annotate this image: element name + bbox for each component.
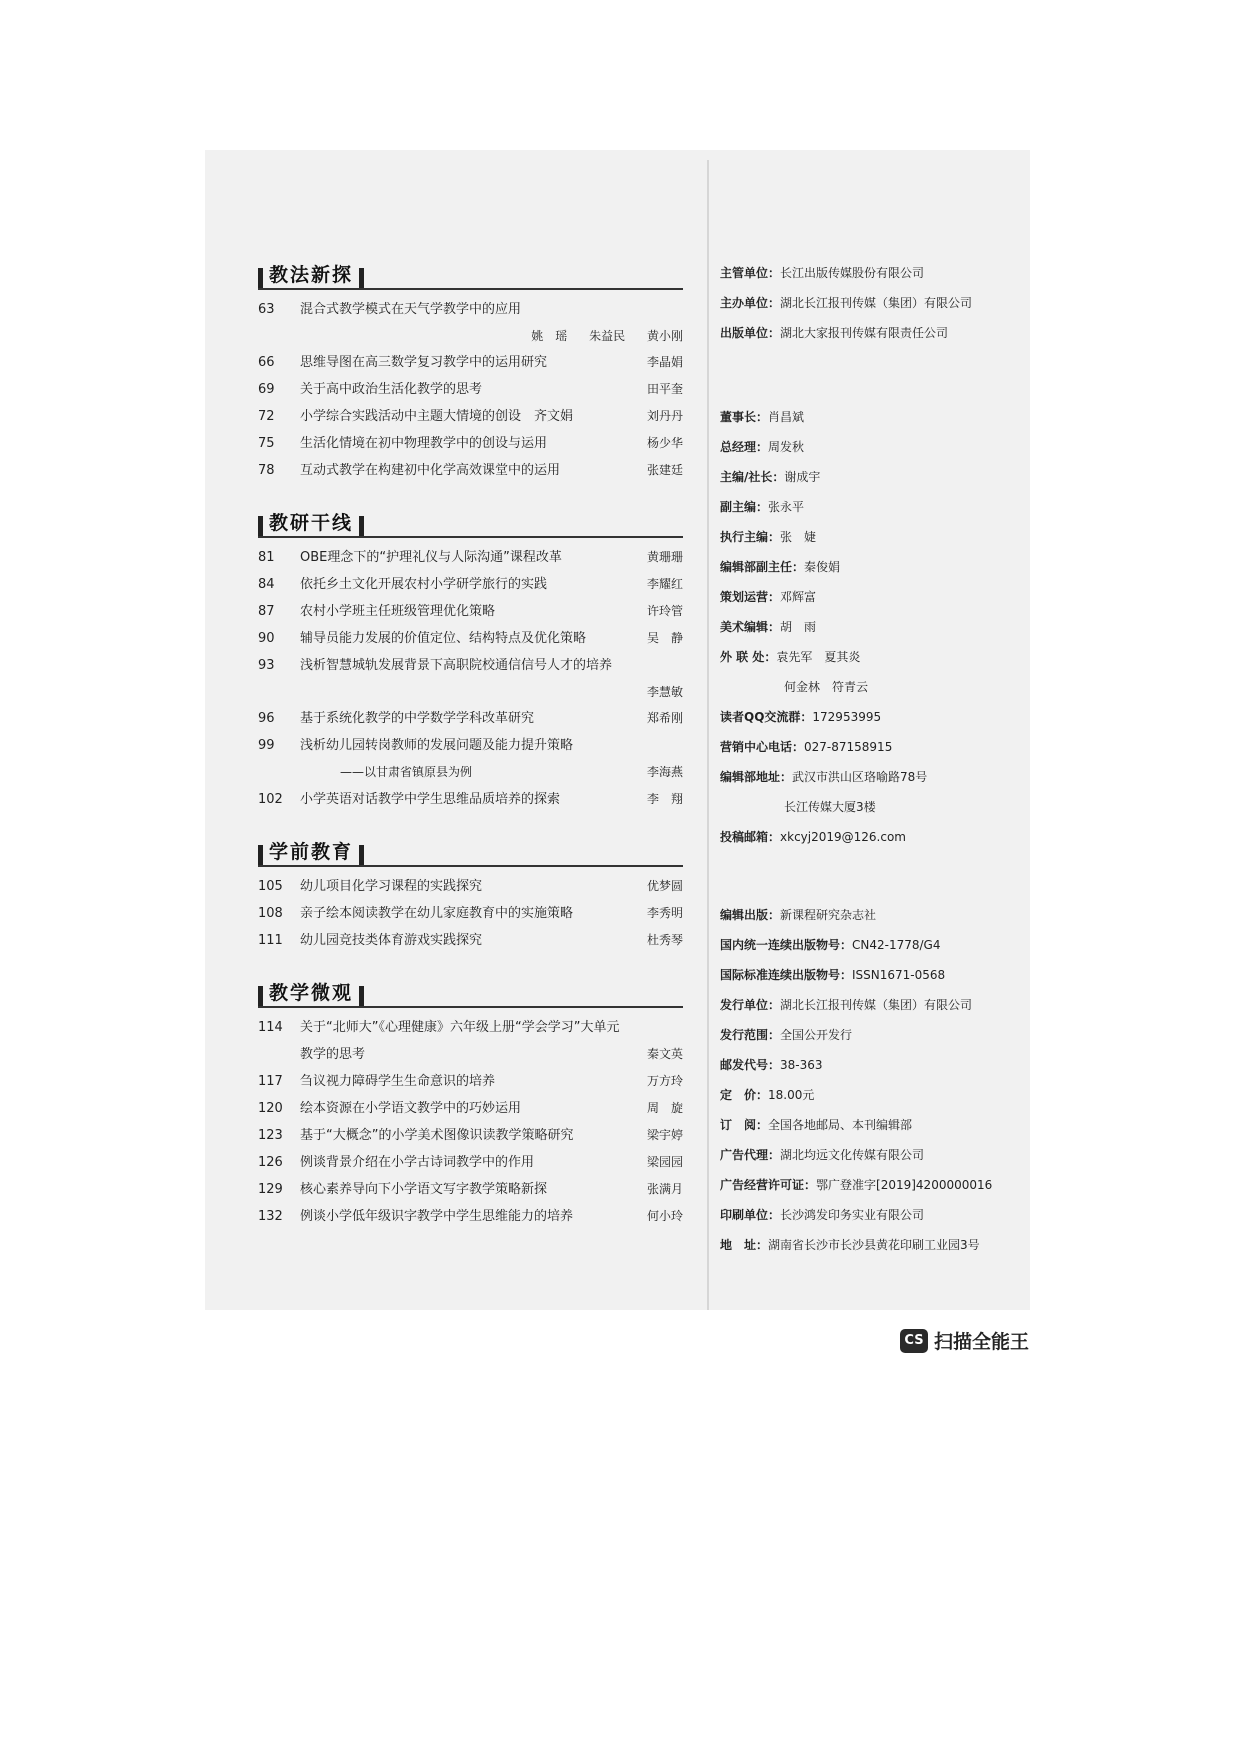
toc-entry-subtitle — [258, 759, 683, 786]
article-title: 农村小学班主任班级管理优化策略 — [300, 604, 496, 619]
article-title: 亲子绘本阅读教学在幼儿家庭教育中的实施策略 — [300, 906, 574, 921]
article-title: 关于“北师大”《心理健康》六年级上册“学会学习”大单元教学的思考 — [300, 1020, 620, 1062]
info-label: 订 阅： — [720, 1118, 769, 1132]
author: 万方玲 — [646, 1074, 683, 1088]
toc-entry[interactable] — [258, 403, 683, 430]
info-row — [720, 1050, 1020, 1080]
info-label: 出版单位： — [720, 326, 781, 340]
article-title: 生活化情境在初中物理教学中的创设与运用 — [300, 436, 548, 451]
section-bar-icon — [359, 986, 364, 1006]
scanner-watermark — [900, 1327, 1029, 1354]
info-value: 全国各地邮局、本刊编辑部 — [768, 1118, 913, 1132]
article-title: 浅析幼儿园转岗教师的发展问题及能力提升策略 — [300, 738, 574, 753]
info-value: 武汉市洪山区珞喻路78号 — [792, 770, 928, 784]
toc-entry[interactable] — [258, 1203, 683, 1230]
info-label: 投稿邮箱： — [720, 830, 781, 844]
info-value: 周发秋 — [768, 440, 805, 454]
section-title: 教学微观 — [269, 982, 354, 1004]
info-value: 新课程研究杂志社 — [780, 908, 877, 922]
page-number: 84 — [258, 577, 275, 592]
article-title: 小学综合实践活动中主题大情境的创设 齐文娟 — [300, 409, 574, 424]
info-label: 主管单位： — [720, 266, 781, 280]
info-row — [720, 672, 1020, 702]
info-value: 18.00元 — [768, 1088, 815, 1102]
section-header — [258, 258, 683, 290]
issue-block — [720, 900, 1020, 1260]
page-number: 99 — [258, 738, 275, 753]
author: 黄小刚 — [646, 329, 683, 343]
section-title: 教法新探 — [269, 264, 354, 286]
info-row — [720, 552, 1020, 582]
page-number: 114 — [258, 1020, 283, 1035]
info-label: 印刷单位： — [720, 1208, 781, 1222]
page-number: 90 — [258, 631, 275, 646]
info-label: 广告经营许可证： — [720, 1178, 817, 1192]
info-row — [720, 792, 1020, 822]
page-number: 123 — [258, 1128, 283, 1143]
page-number: 75 — [258, 436, 275, 451]
article-title: 例谈小学低年级识字教学中学生思维能力的培养 — [300, 1209, 574, 1224]
author-line — [258, 323, 683, 349]
section-bar-icon — [258, 845, 263, 865]
info-value: 027-87158915 — [804, 740, 893, 754]
toc-entry[interactable] — [258, 544, 683, 571]
toc-entry[interactable] — [258, 652, 683, 679]
article-title: 刍议视力障碍学生生命意识的培养 — [300, 1074, 496, 1089]
info-row — [720, 492, 1020, 522]
info-label: 国际标准连续出版物号： — [720, 968, 853, 982]
info-value: 172953995 — [812, 710, 882, 724]
page-number: 126 — [258, 1155, 283, 1170]
info-label: 地 址： — [720, 1238, 769, 1252]
page-number: 96 — [258, 711, 275, 726]
info-value: 湖北长江报刊传媒（集团）有限公司 — [780, 296, 973, 310]
page-number: 111 — [258, 933, 283, 948]
info-row — [720, 930, 1020, 960]
info-value: 谢成宇 — [784, 470, 821, 484]
info-label: 编辑出版： — [720, 908, 781, 922]
info-label: 定 价： — [720, 1088, 769, 1102]
info-value: 肖昌斌 — [768, 410, 805, 424]
info-row — [720, 582, 1020, 612]
section-header — [258, 506, 683, 538]
author: 李 翔 — [646, 792, 683, 806]
page-number: 72 — [258, 409, 275, 424]
info-label: 主办单位： — [720, 296, 781, 310]
info-value: xkcyj2019@126.com — [780, 830, 906, 844]
author: 周 旋 — [646, 1101, 683, 1115]
page-number: 120 — [258, 1101, 283, 1116]
article-title: OBE理念下的“护理礼仪与人际沟通”课程改革 — [300, 550, 562, 565]
info-value: 秦俊娟 — [804, 560, 841, 574]
author: 许玲管 — [646, 604, 683, 618]
author: 朱益民 — [589, 329, 626, 343]
article-title: 核心素养导向下小学语文写字教学策略新探 — [300, 1182, 548, 1197]
info-row — [720, 990, 1020, 1020]
page-number: 81 — [258, 550, 275, 565]
article-title: 基于“大概念”的小学美术图像识读教学策略研究 — [300, 1128, 574, 1143]
watermark-text: 扫描全能王 — [934, 1331, 1030, 1353]
info-row — [720, 732, 1020, 762]
info-row — [720, 1020, 1020, 1050]
article-title: 例谈背景介绍在小学古诗词教学中的作用 — [300, 1155, 535, 1170]
info-label: 编辑部副主任： — [720, 560, 805, 574]
publication-info — [720, 258, 1020, 1260]
section-bar-icon — [258, 516, 263, 536]
toc-entry[interactable] — [258, 732, 683, 759]
info-row — [720, 642, 1020, 672]
section-bar-icon — [359, 845, 364, 865]
info-label: 董事长： — [720, 410, 769, 424]
page-number: 69 — [258, 382, 275, 397]
page-number: 102 — [258, 792, 283, 807]
section-bar-icon — [258, 268, 263, 288]
toc-entry[interactable] — [258, 376, 683, 403]
toc-entry[interactable] — [258, 1068, 683, 1095]
info-row — [720, 612, 1020, 642]
author: 优梦圆 — [646, 879, 683, 893]
info-row — [720, 762, 1020, 792]
toc-entry[interactable] — [258, 598, 683, 625]
article-subtitle: ——以甘肃省镇原县为例 — [340, 765, 473, 779]
info-value: 长江出版传媒股份有限公司 — [780, 266, 925, 280]
info-label: 发行单位： — [720, 998, 781, 1012]
info-value: 湖北大家报刊传媒有限责任公司 — [780, 326, 949, 340]
article-title: 幼儿园竞技类体育游戏实践探究 — [300, 933, 483, 948]
info-row — [720, 960, 1020, 990]
info-value: 长沙鸿发印务实业有限公司 — [780, 1208, 925, 1222]
info-label: 国内统一连续出版物号： — [720, 938, 853, 952]
info-label: 副主编： — [720, 500, 769, 514]
info-value: 全国公开发行 — [780, 1028, 853, 1042]
info-label: 读者QQ交流群： — [720, 710, 813, 724]
section-bar-icon — [258, 986, 263, 1006]
toc-entry[interactable] — [258, 873, 683, 900]
author: 李晶娟 — [646, 355, 683, 369]
info-value: 长江传媒大厦3楼 — [784, 800, 876, 814]
info-value: 胡 雨 — [780, 620, 817, 634]
toc-entry[interactable] — [258, 786, 683, 813]
author: 张满月 — [646, 1182, 683, 1196]
toc-entry[interactable] — [258, 1095, 683, 1122]
author: 秦文英 — [646, 1047, 683, 1061]
page-number: 63 — [258, 302, 275, 317]
article-title: 依托乡土文化开展农村小学研学旅行的实践 — [300, 577, 548, 592]
section-bar-icon — [359, 268, 364, 288]
info-label: 邮发代号： — [720, 1058, 781, 1072]
info-row — [720, 822, 1020, 852]
page-number: 78 — [258, 463, 275, 478]
info-value: 何金林 符青云 — [784, 680, 869, 694]
info-label: 广告代理： — [720, 1148, 781, 1162]
author: 郑希刚 — [646, 711, 683, 725]
info-label: 总经理： — [720, 440, 769, 454]
toc-entry[interactable] — [258, 571, 683, 598]
page-number: 93 — [258, 658, 275, 673]
toc-entry[interactable] — [258, 430, 683, 457]
author: 李秀明 — [646, 906, 683, 920]
info-label: 营销中心电话： — [720, 740, 805, 754]
author: 李慧敏 — [646, 685, 683, 699]
page-number: 66 — [258, 355, 275, 370]
info-row — [720, 462, 1020, 492]
info-row — [720, 1230, 1020, 1260]
info-label: 美术编辑： — [720, 620, 781, 634]
info-label: 发行范围： — [720, 1028, 781, 1042]
article-title: 浅析智慧城轨发展背景下高职院校通信信号人才的培养 — [300, 658, 613, 673]
article-title: 思维导图在高三数学复习教学中的运用研究 — [300, 355, 548, 370]
info-row — [720, 702, 1020, 732]
article-title: 幼儿项目化学习课程的实践探究 — [300, 879, 483, 894]
author: 吴 静 — [646, 631, 683, 645]
page-number: 105 — [258, 879, 283, 894]
info-row — [720, 900, 1020, 930]
toc-entry[interactable] — [258, 900, 683, 927]
toc-section — [258, 506, 683, 813]
author: 黄珊珊 — [646, 550, 683, 564]
author: 张建廷 — [646, 463, 683, 477]
author: 梁宇婷 — [646, 1128, 683, 1142]
author: 梁园园 — [646, 1155, 683, 1169]
info-value: 湖南省长沙市长沙县黄花印刷工业园3号 — [768, 1238, 980, 1252]
info-value: 湖北均远文化传媒有限公司 — [780, 1148, 925, 1162]
info-value: 袁先军 夏其炎 — [776, 650, 861, 664]
section-header — [258, 835, 683, 867]
author-line — [258, 679, 683, 705]
column-divider — [707, 160, 709, 1310]
toc-entry[interactable] — [258, 1176, 683, 1203]
info-value: CN42-1778/G4 — [852, 938, 941, 952]
info-row — [720, 402, 1020, 432]
info-row — [720, 522, 1020, 552]
article-title: 混合式教学模式在天气学教学中的应用 — [300, 302, 522, 317]
author: 杜秀琴 — [646, 933, 683, 947]
info-row — [720, 432, 1020, 462]
info-label: 策划运营： — [720, 590, 781, 604]
toc-entry[interactable] — [258, 1014, 683, 1068]
info-row — [720, 318, 1020, 348]
author: 田平奎 — [646, 382, 683, 396]
toc-section — [258, 258, 683, 484]
toc-entry[interactable] — [258, 927, 683, 954]
toc-entry[interactable] — [258, 349, 683, 376]
page-number: 129 — [258, 1182, 283, 1197]
info-row — [720, 1140, 1020, 1170]
toc-section — [258, 976, 683, 1230]
author: 姚 瑶 — [531, 329, 568, 343]
author: 何小玲 — [646, 1209, 683, 1223]
info-label: 主编/社长： — [720, 470, 785, 484]
info-value: 张永平 — [768, 500, 805, 514]
section-title: 学前教育 — [269, 841, 354, 863]
info-value: 邓辉富 — [780, 590, 817, 604]
toc-entry[interactable] — [258, 625, 683, 652]
info-row — [720, 1200, 1020, 1230]
camscanner-icon: CS — [900, 1329, 928, 1353]
info-value: ISSN1671-0568 — [852, 968, 946, 982]
info-label: 执行主编： — [720, 530, 781, 544]
section-header — [258, 976, 683, 1008]
info-label: 外 联 处： — [720, 650, 777, 664]
info-row — [720, 1170, 1020, 1200]
article-title: 小学英语对话教学中学生思维品质培养的探索 — [300, 792, 561, 807]
toc-entry[interactable] — [258, 705, 683, 732]
publisher-block — [720, 258, 1020, 348]
info-row — [720, 288, 1020, 318]
staff-block — [720, 402, 1020, 852]
toc-entry[interactable] — [258, 296, 683, 323]
table-of-contents — [258, 258, 683, 1252]
info-row — [720, 1110, 1020, 1140]
article-title: 关于高中政治生活化教学的思考 — [300, 382, 483, 397]
author: 杨少华 — [646, 436, 683, 450]
article-title: 辅导员能力发展的价值定位、结构特点及优化策略 — [300, 631, 587, 646]
article-title: 基于系统化教学的中学数学学科改革研究 — [300, 711, 535, 726]
page-number: 132 — [258, 1209, 283, 1224]
toc-entry[interactable] — [258, 457, 683, 484]
section-bar-icon — [359, 516, 364, 536]
page-number: 108 — [258, 906, 283, 921]
author: 李海燕 — [646, 765, 683, 779]
page-number: 117 — [258, 1074, 283, 1089]
article-title: 互动式教学在构建初中化学高效课堂中的运用 — [300, 463, 561, 478]
toc-section — [258, 835, 683, 954]
author: 刘丹丹 — [646, 409, 683, 423]
info-row — [720, 1080, 1020, 1110]
page-number: 87 — [258, 604, 275, 619]
info-value: 湖北长江报刊传媒（集团）有限公司 — [780, 998, 973, 1012]
toc-entry[interactable] — [258, 1149, 683, 1176]
article-title: 绘本资源在小学语文教学中的巧妙运用 — [300, 1101, 522, 1116]
info-value: 张 婕 — [780, 530, 817, 544]
info-value: 鄂广登准字[2019]4200000016 — [816, 1178, 993, 1192]
info-label: 编辑部地址： — [720, 770, 793, 784]
info-value: 38-363 — [780, 1058, 823, 1072]
section-title: 教研干线 — [269, 512, 354, 534]
author: 李耀红 — [646, 577, 683, 591]
info-row — [720, 258, 1020, 288]
toc-entry[interactable] — [258, 1122, 683, 1149]
